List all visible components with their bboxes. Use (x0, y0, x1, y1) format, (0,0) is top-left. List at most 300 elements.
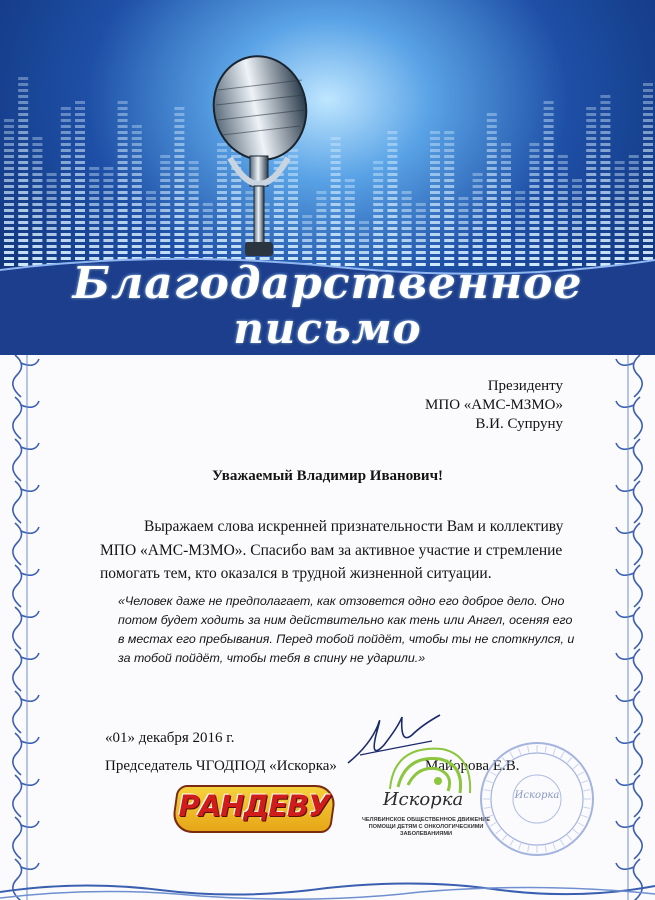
iskorka-logo-text: Искорка (382, 789, 464, 810)
equalizer-segment (544, 137, 554, 140)
equalizer-segment (118, 155, 128, 158)
equalizer-segment (501, 179, 511, 182)
equalizer-segment (586, 173, 596, 176)
equalizer-segment (487, 197, 497, 200)
equalizer-segment (118, 173, 128, 176)
equalizer-segment (615, 179, 625, 182)
equalizer-segment (387, 221, 397, 224)
equalizer-segment (103, 197, 113, 200)
equalizer-segment (544, 161, 554, 164)
stamp-tick (573, 764, 578, 768)
equalizer-segment (444, 203, 454, 206)
equalizer-segment (18, 191, 28, 194)
equalizer-segment (18, 137, 28, 140)
equalizer-segment (515, 215, 525, 218)
equalizer-segment (61, 113, 71, 116)
stamp-tick (486, 815, 493, 817)
equalizer-segment (529, 191, 539, 194)
equalizer-segment (544, 209, 554, 212)
equalizer-segment (75, 155, 85, 158)
equalizer-segment (515, 197, 525, 200)
stamp-tick (583, 807, 590, 808)
equalizer-segment (118, 101, 128, 104)
equalizer-segment (61, 155, 71, 158)
equalizer-segment (430, 137, 440, 140)
equalizer-segment (4, 191, 14, 194)
equalizer-segment (430, 131, 440, 134)
equalizer-segment (47, 203, 57, 206)
title-line-1: Благодарственное (72, 258, 583, 309)
equalizer-segment (118, 191, 128, 194)
stamp-tick (510, 752, 514, 758)
equalizer-segment (345, 185, 355, 188)
equalizer-segment (174, 191, 184, 194)
equalizer-segment (75, 191, 85, 194)
equalizer-segment (18, 209, 28, 212)
ornament-swirl (13, 691, 39, 733)
equalizer-segment (586, 179, 596, 182)
equalizer-segment (61, 179, 71, 182)
equalizer-segment (586, 209, 596, 212)
stamp-tick (545, 845, 546, 852)
equalizer-segment (174, 119, 184, 122)
equalizer-segment (174, 149, 184, 152)
equalizer-segment (174, 185, 184, 188)
equalizer-segment (359, 221, 369, 224)
equalizer-segment (458, 197, 468, 200)
equalizer-segment (615, 185, 625, 188)
equalizer-segment (558, 209, 568, 212)
equalizer-segment (4, 215, 14, 218)
equalizer-segment (387, 137, 397, 140)
stamp-tick (567, 758, 571, 763)
equalizer-segment (600, 149, 610, 152)
equalizer-segment (160, 221, 170, 224)
equalizer-segment (47, 221, 57, 224)
equalizer-segment (643, 167, 653, 170)
equalizer-segment (430, 155, 440, 158)
equalizer-segment (174, 143, 184, 146)
equalizer-segment (643, 125, 653, 128)
equalizer-segment (529, 185, 539, 188)
equalizer-segment (132, 221, 142, 224)
equalizer-segment (373, 167, 383, 170)
signer-position: Председатель ЧГОДПОД «Искорка» (105, 758, 337, 774)
equalizer-segment (89, 203, 99, 206)
equalizer-segment (487, 179, 497, 182)
equalizer-segment (118, 185, 128, 188)
equalizer-segment (572, 215, 582, 218)
equalizer-segment (643, 209, 653, 212)
equalizer-segment (32, 167, 42, 170)
stamp-tick (496, 764, 501, 768)
equalizer-segment (47, 209, 57, 212)
equalizer-segment (487, 185, 497, 188)
ornament-swirl (13, 481, 39, 523)
equalizer-segment (643, 101, 653, 104)
equalizer-segment (18, 185, 28, 188)
equalizer-segment (643, 137, 653, 140)
ornament-swirl (13, 775, 39, 817)
equalizer-segment (487, 113, 497, 116)
equalizer-segment (75, 203, 85, 206)
equalizer-segment (118, 137, 128, 140)
ornament-swirl (13, 649, 39, 691)
equalizer-segment (160, 215, 170, 218)
equalizer-segment (586, 197, 596, 200)
equalizer-segment (174, 125, 184, 128)
equalizer-segment (487, 119, 497, 122)
equalizer-segment (47, 191, 57, 194)
equalizer-segment (32, 203, 42, 206)
equalizer-segment (146, 221, 156, 224)
equalizer-segment (600, 173, 610, 176)
equalizer-segment (47, 179, 57, 182)
equalizer-segment (132, 161, 142, 164)
equalizer-segment (643, 215, 653, 218)
equalizer-segment (387, 179, 397, 182)
equalizer-segment (572, 179, 582, 182)
equalizer-segment (4, 155, 14, 158)
equalizer-segment (18, 101, 28, 104)
equalizer-segment (458, 203, 468, 206)
equalizer-segment (600, 101, 610, 104)
equalizer-segment (75, 209, 85, 212)
equalizer-segment (75, 167, 85, 170)
equalizer-segment (373, 173, 383, 176)
equalizer-segment (444, 197, 454, 200)
equalizer-segment (487, 191, 497, 194)
equalizer-segment (160, 203, 170, 206)
stamp-tick (561, 840, 565, 846)
equalizer-segment (430, 143, 440, 146)
equalizer-segment (501, 155, 511, 158)
equalizer-segment (18, 143, 28, 146)
equalizer-segment (89, 215, 99, 218)
equalizer-segment (160, 161, 170, 164)
iskorka-logo (361, 745, 490, 865)
equalizer-segment (444, 161, 454, 164)
equalizer-segment (132, 203, 142, 206)
equalizer-segment (501, 215, 511, 218)
stamp-tick (578, 772, 584, 776)
equalizer-segment (387, 197, 397, 200)
equalizer-segment (174, 137, 184, 140)
equalizer-segment (501, 173, 511, 176)
equalizer-segment (174, 203, 184, 206)
equalizer-segment (629, 161, 639, 164)
equalizer-segment (345, 221, 355, 224)
equalizer-segment (18, 221, 28, 224)
equalizer-segment (501, 149, 511, 152)
body-paragraph: Выражаем слова искренней признательности Вам и коллективу МПО «АМС-МЗМО». Спасибо вам за активное участие и стремление помогать тем, кто оказался в трудной жизненной ситуации. (100, 518, 564, 582)
equalizer-segment (18, 131, 28, 134)
equalizer-segment (629, 179, 639, 182)
equalizer-segment (32, 185, 42, 188)
equalizer-segment (160, 179, 170, 182)
equalizer-segment (430, 215, 440, 218)
equalizer-segment (4, 161, 14, 164)
equalizer-segment (103, 179, 113, 182)
equalizer-segment (544, 107, 554, 110)
equalizer-segment (643, 131, 653, 134)
ornament-swirl (616, 649, 642, 691)
equalizer-segment (132, 131, 142, 134)
equalizer-segment (75, 221, 85, 224)
equalizer-segment (416, 209, 426, 212)
equalizer-segment (487, 137, 497, 140)
equalizer-segment (515, 209, 525, 212)
equalizer-segment (615, 203, 625, 206)
ornament-swirl (616, 775, 642, 817)
equalizer-segment (544, 149, 554, 152)
equalizer-segment (444, 191, 454, 194)
equalizer-segment (529, 167, 539, 170)
equalizer-segment (32, 221, 42, 224)
equalizer-segment (32, 155, 42, 158)
equalizer-segment (643, 89, 653, 92)
equalizer-segment (132, 185, 142, 188)
equalizer-segment (174, 131, 184, 134)
equalizer-segment (373, 221, 383, 224)
ornament-swirl (13, 817, 39, 859)
equalizer-segment (487, 161, 497, 164)
equalizer-segment (558, 215, 568, 218)
equalizer-segment (387, 149, 397, 152)
equalizer-segment (47, 173, 57, 176)
equalizer-segment (387, 185, 397, 188)
equalizer-segment (387, 161, 397, 164)
equalizer-segment (586, 185, 596, 188)
equalizer-segment (18, 119, 28, 122)
stamp-tick (484, 790, 491, 791)
equalizer-segment (586, 167, 596, 170)
equalizer-segment (4, 179, 14, 182)
equalizer-segment (501, 209, 511, 212)
equalizer-segment (402, 197, 412, 200)
equalizer-segment (643, 197, 653, 200)
equalizer-segment (160, 173, 170, 176)
recipient-name: В.И. Супруну (475, 416, 563, 432)
equalizer-segment (387, 167, 397, 170)
left-ornament-border (0, 355, 55, 900)
stamp-tick (486, 781, 493, 783)
equalizer-segment (501, 203, 511, 206)
equalizer-segment (544, 155, 554, 158)
equalizer-segment (32, 173, 42, 176)
equalizer-segment (529, 155, 539, 158)
equalizer-segment (18, 125, 28, 128)
equalizer-segment (373, 161, 383, 164)
stamp-tick (484, 807, 491, 808)
equalizer-segment (373, 215, 383, 218)
equalizer-segment (103, 215, 113, 218)
equalizer-segment (600, 209, 610, 212)
equalizer-segment (430, 173, 440, 176)
equalizer-segment (430, 203, 440, 206)
stamp-tick (490, 823, 496, 827)
stamp-tick (528, 845, 529, 852)
equalizer-segment (4, 221, 14, 224)
equalizer-segment (544, 173, 554, 176)
stamp-center-text: Искорка (514, 790, 560, 801)
equalizer-segment (444, 137, 454, 140)
equalizer-segment (118, 113, 128, 116)
ornament-swirl (616, 691, 642, 733)
quote-text: «Человек даже не предполагает, как отзовется одно его доброе дело. Оно потом будет ходить за ним действительно как тень или Ангел, осеняя его в местах его пребывания. Перед тобой пойдёт, чтобы ты не споткнулся, и за тобой пойдёт, чтобы тебя в спину не ударили.» (118, 594, 575, 665)
stamp-tick (496, 829, 501, 833)
equalizer-segment (572, 221, 582, 224)
equalizer-segment (132, 149, 142, 152)
equalizer-segment (544, 197, 554, 200)
equalizer-segment (600, 197, 610, 200)
equalizer-segment (4, 197, 14, 200)
stamp-tick (581, 815, 588, 817)
equalizer-segment (430, 167, 440, 170)
equalizer-segment (629, 155, 639, 158)
equalizer-segment (61, 143, 71, 146)
equalizer-segment (174, 113, 184, 116)
ornament-swirl (616, 733, 642, 775)
equalizer-segment (118, 197, 128, 200)
equalizer-segment (132, 197, 142, 200)
equalizer-segment (586, 221, 596, 224)
equalizer-segment (61, 131, 71, 134)
equalizer-segment (629, 209, 639, 212)
equalizer-segment (402, 203, 412, 206)
equalizer-segment (444, 209, 454, 212)
equalizer-segment (643, 161, 653, 164)
equalizer-segment (615, 197, 625, 200)
equalizer-segment (18, 197, 28, 200)
equalizer-segment (586, 149, 596, 152)
equalizer-segment (402, 215, 412, 218)
equalizer-segment (487, 125, 497, 128)
equalizer-segment (387, 143, 397, 146)
equalizer-segment (444, 167, 454, 170)
ornament-swirl (616, 397, 642, 439)
equalizer-segment (75, 107, 85, 110)
stamp-tick (583, 790, 590, 791)
equalizer-segment (586, 203, 596, 206)
equalizer-segment (61, 149, 71, 152)
ornament-swirl (616, 355, 642, 397)
equalizer-segment (75, 143, 85, 146)
equalizer-segment (600, 143, 610, 146)
equalizer-segment (32, 149, 42, 152)
equalizer-segment (18, 173, 28, 176)
equalizer-segment (146, 209, 156, 212)
equalizer-segment (146, 215, 156, 218)
equalizer-segment (18, 113, 28, 116)
ornament-swirl (13, 565, 39, 607)
equalizer-segment (174, 107, 184, 110)
equalizer-segment (529, 173, 539, 176)
equalizer-segment (558, 155, 568, 158)
equalizer-segment (89, 167, 99, 170)
stamp-tick (490, 772, 496, 776)
equalizer-segment (32, 215, 42, 218)
randevu-logo-text: РАНДЕВУ (178, 789, 330, 823)
equalizer-segment (75, 119, 85, 122)
equalizer-segment (75, 215, 85, 218)
equalizer-segment (473, 191, 483, 194)
equalizer-segment (373, 185, 383, 188)
equalizer-segment (444, 215, 454, 218)
equalizer-segment (458, 209, 468, 212)
equalizer-segment (487, 173, 497, 176)
equalizer-segment (544, 125, 554, 128)
equalizer-segment (615, 161, 625, 164)
equalizer-segment (132, 167, 142, 170)
equalizer-segment (118, 119, 128, 122)
equalizer-segment (61, 191, 71, 194)
equalizer-segment (501, 191, 511, 194)
equalizer-segment (615, 209, 625, 212)
equalizer-segment (18, 161, 28, 164)
equalizer-segment (345, 197, 355, 200)
equalizer-segment (132, 155, 142, 158)
equalizer-segment (174, 173, 184, 176)
equalizer-segment (444, 131, 454, 134)
equalizer-segment (487, 149, 497, 152)
equalizer-segment (387, 155, 397, 158)
equalizer-segment (61, 209, 71, 212)
signer-name: Майорова Е.В. (425, 758, 520, 774)
equalizer-segment (458, 221, 468, 224)
equalizer-segment (18, 149, 28, 152)
equalizer-segment (572, 209, 582, 212)
equalizer-segment (558, 179, 568, 182)
equalizer-segment (75, 185, 85, 188)
equalizer-segment (118, 167, 128, 170)
equalizer-segment (501, 197, 511, 200)
equalizer-segment (529, 209, 539, 212)
equalizer-segment (629, 173, 639, 176)
equalizer-segment (430, 197, 440, 200)
equalizer-segment (558, 185, 568, 188)
equalizer-segment (529, 161, 539, 164)
equalizer-segment (572, 185, 582, 188)
equalizer-segment (75, 131, 85, 134)
ornament-swirl (616, 481, 642, 523)
equalizer-segment (487, 167, 497, 170)
equalizer-segment (32, 209, 42, 212)
equalizer-segment (4, 143, 14, 146)
equalizer-segment (444, 155, 454, 158)
equalizer-segment (89, 185, 99, 188)
equalizer-segment (643, 155, 653, 158)
equalizer-segment (416, 203, 426, 206)
equalizer-segment (629, 203, 639, 206)
equalizer-segment (373, 179, 383, 182)
equalizer-segment (373, 197, 383, 200)
equalizer-segment (32, 179, 42, 182)
equalizer-segment (75, 101, 85, 104)
equalizer-segment (387, 191, 397, 194)
equalizer-segment (558, 203, 568, 206)
equalizer-segment (160, 209, 170, 212)
equalizer-segment (416, 221, 426, 224)
equalizer-segment (643, 203, 653, 206)
equalizer-segment (75, 161, 85, 164)
equalizer-segment (501, 167, 511, 170)
equalizer-segment (629, 197, 639, 200)
equalizer-segment (515, 221, 525, 224)
equalizer-segment (600, 161, 610, 164)
equalizer-segment (487, 155, 497, 158)
equalizer-segment (544, 131, 554, 134)
